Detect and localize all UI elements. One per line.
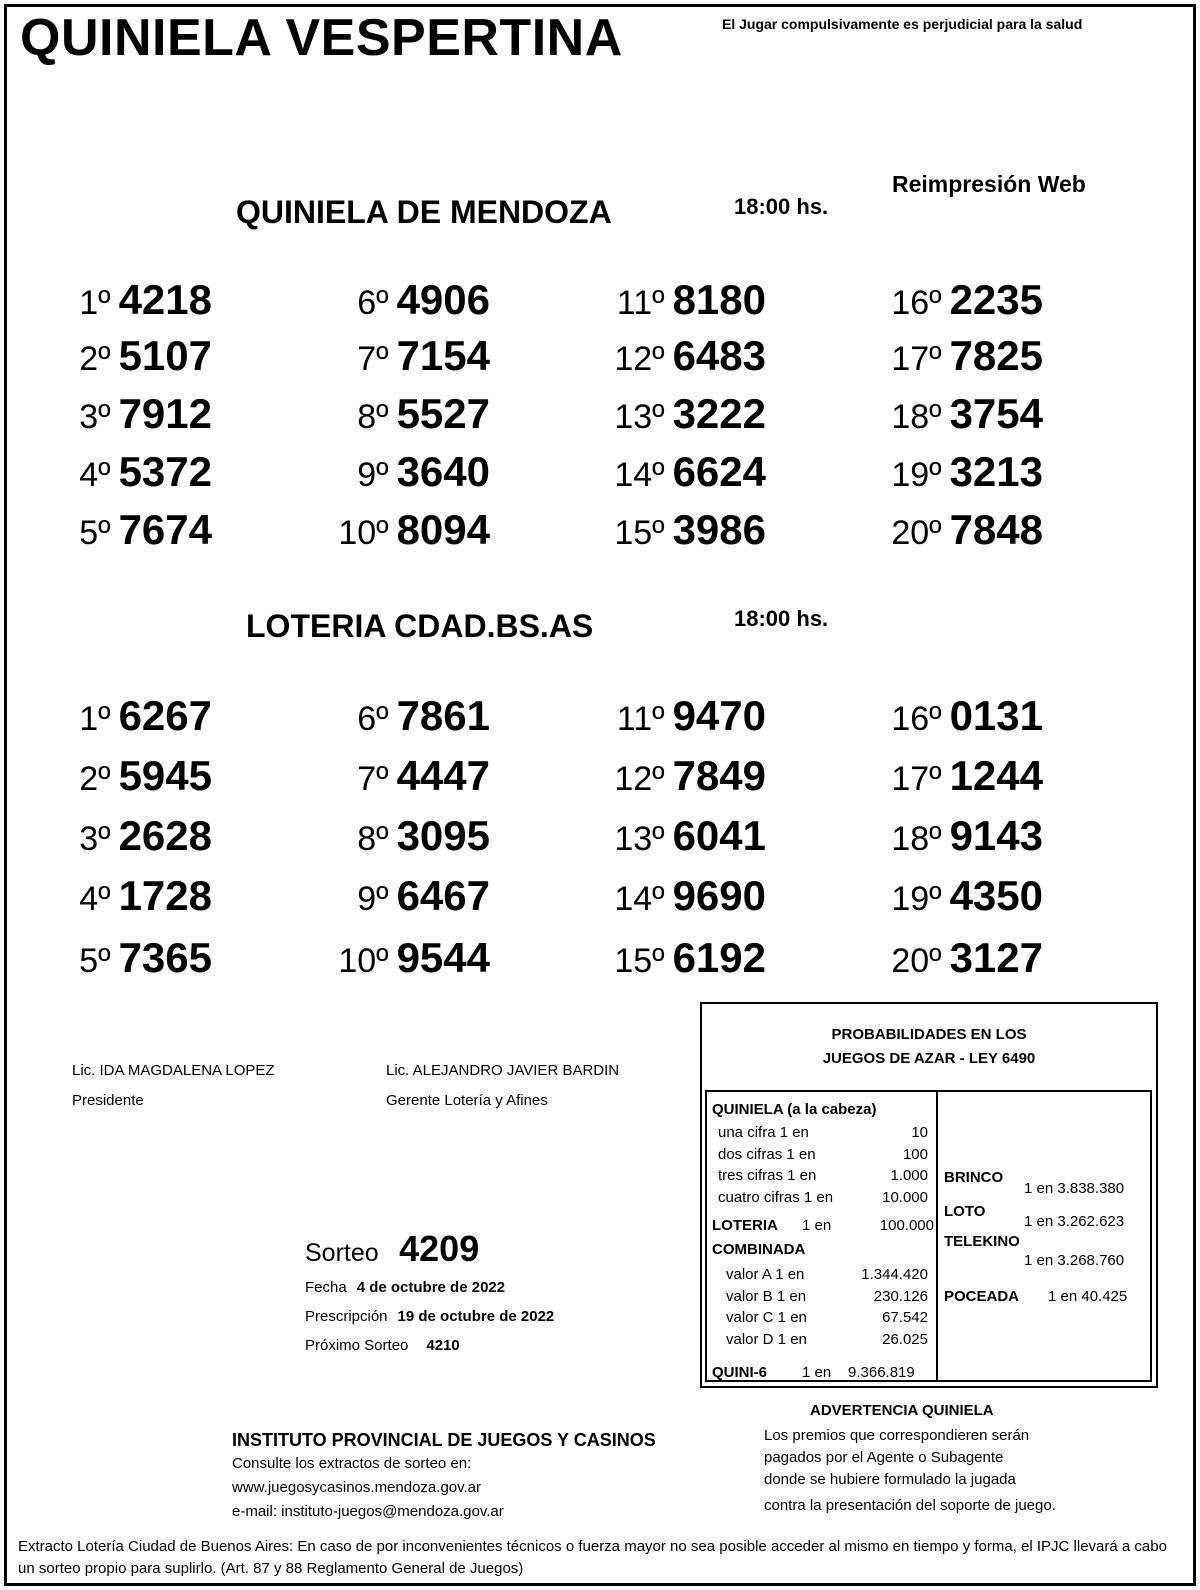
page-title: QUINIELA VESPERTINA — [20, 9, 623, 67]
result-19 — [833, 872, 1043, 920]
prob-row-value: 100 — [902, 1145, 928, 1163]
result-position: 2º — [79, 340, 111, 378]
result-number: 7365 — [118, 934, 212, 981]
result-11 — [556, 692, 766, 740]
result-4 — [2, 872, 212, 920]
result-number: 8180 — [672, 276, 766, 323]
institute-name: INSTITUTO PROVINCIAL DE JUEGOS Y CASINOS — [232, 1430, 656, 1450]
advertencia-line-2: pagados por el Agente o Subagente — [764, 1449, 1004, 1466]
result-18 — [833, 390, 1043, 438]
result-3 — [2, 812, 212, 860]
result-number: 4447 — [396, 752, 490, 799]
result-position: 20º — [891, 942, 942, 980]
advertencia-line-3: donde se hubiere formulado la jugada — [764, 1471, 1016, 1488]
prob-row-label: dos cifras 1 en — [718, 1145, 816, 1163]
mendoza-title: QUINIELA DE MENDOZA — [236, 194, 612, 230]
result-position: 15º — [614, 942, 665, 980]
result-number: 3640 — [396, 448, 490, 495]
result-number: 8094 — [396, 506, 490, 553]
result-position: 9º — [357, 880, 389, 918]
result-position: 14º — [614, 456, 665, 494]
result-number: 1728 — [118, 872, 212, 919]
result-position: 3º — [79, 820, 111, 858]
result-position: 15º — [614, 514, 665, 552]
result-position: 11º — [616, 700, 665, 738]
result-number: 3986 — [672, 506, 766, 553]
prob-poceada-label: POCEADA — [944, 1288, 1020, 1305]
result-position: 20º — [891, 514, 942, 552]
result-position: 13º — [614, 398, 665, 436]
result-14 — [556, 448, 766, 496]
result-number: 6267 — [118, 692, 212, 739]
result-10 — [280, 506, 490, 554]
result-number: 6624 — [672, 448, 766, 495]
result-position: 18º — [891, 398, 942, 436]
result-6 — [280, 276, 490, 324]
result-number: 4350 — [949, 872, 1043, 919]
result-number: 3754 — [949, 390, 1043, 437]
prob-loto-value: 1 en 3.262.623 — [1024, 1213, 1125, 1230]
prob-row-label: valor A 1 en — [726, 1266, 805, 1283]
president-role: Presidente — [72, 1092, 144, 1109]
mendoza-time: 18:00 hs. — [734, 194, 829, 219]
loteria-time: 18:00 hs. — [734, 606, 829, 631]
advertencia-line-4: contra la presentación del soporte de juego. — [764, 1497, 1056, 1514]
prob-row-value: 230.126 — [873, 1287, 928, 1305]
result-2 — [2, 332, 212, 380]
result-number: 2628 — [118, 812, 212, 859]
loteria-title: LOTERIA CDAD.BS.AS — [246, 608, 594, 644]
result-number: 7848 — [949, 506, 1043, 553]
prob-telekino-value: 1 en 3.268.760 — [1024, 1252, 1125, 1269]
result-18 — [833, 812, 1043, 860]
prob-row-label: una cifra 1 en — [718, 1124, 809, 1141]
result-12 — [556, 332, 766, 380]
result-19 — [833, 448, 1043, 496]
result-position: 17º — [891, 340, 942, 378]
result-position: 10º — [338, 514, 389, 552]
prescripcion-value: 19 de octubre de 2022 — [397, 1308, 555, 1325]
result-position: 6º — [357, 700, 389, 738]
prob-row-value: 10 — [911, 1124, 928, 1141]
proximo-row — [305, 1337, 460, 1354]
prob-row-value: 67.542 — [882, 1309, 928, 1326]
prob-quini6-en: 1 en — [802, 1364, 832, 1381]
result-number: 5945 — [118, 752, 212, 799]
prob-row-value: 1.000 — [890, 1167, 928, 1184]
prescripcion-row — [305, 1308, 554, 1325]
result-7 — [280, 752, 490, 800]
result-number: 3222 — [672, 390, 766, 437]
advertencia-line-1: Los premios que correspondieren serán — [764, 1427, 1030, 1444]
prob-row-label: valor C 1 en — [726, 1309, 807, 1326]
result-4 — [2, 448, 212, 496]
result-8 — [280, 812, 490, 860]
result-number: 3127 — [949, 934, 1043, 981]
result-number: 7861 — [396, 692, 490, 739]
result-position: 8º — [357, 398, 389, 436]
prob-row-value: 26.025 — [882, 1330, 928, 1348]
result-position: 11º — [616, 284, 665, 322]
result-2 — [2, 752, 212, 800]
prob-title-1: PROBABILIDADES EN LOS — [831, 1026, 1027, 1043]
result-position: 16º — [891, 284, 942, 322]
prob-combinada-title: COMBINADA — [712, 1241, 806, 1258]
result-number: 5107 — [118, 332, 212, 379]
result-position: 12º — [614, 760, 665, 798]
result-9 — [280, 872, 490, 920]
result-number: 3095 — [396, 812, 490, 859]
institute-email-link[interactable]: e-mail: instituto-juegos@mendoza.gov.ar — [232, 1503, 504, 1520]
result-11 — [556, 276, 766, 324]
result-position: 12º — [614, 340, 665, 378]
sorteo-block — [305, 1228, 479, 1270]
result-number: 7154 — [396, 332, 490, 379]
result-number: 0131 — [949, 692, 1043, 739]
proximo-label: Próximo Sorteo — [305, 1337, 409, 1354]
probabilities-divider — [936, 1092, 938, 1380]
result-number: 3213 — [949, 448, 1043, 495]
gambling-warning: El Jugar compulsivamente es perjudicial para la salud — [722, 16, 1083, 32]
result-number: 9544 — [396, 934, 490, 981]
manager-role: Gerente Lotería y Afines — [386, 1092, 548, 1109]
prob-row-label: valor D 1 en — [726, 1330, 807, 1348]
result-5 — [2, 506, 212, 554]
result-number: 7825 — [949, 332, 1043, 379]
prob-row-label: valor B 1 en — [726, 1287, 807, 1305]
fecha-value: 4 de octubre de 2022 — [356, 1279, 506, 1296]
prob-quini6-label: QUINI-6 — [712, 1364, 768, 1381]
result-8 — [280, 390, 490, 438]
prob-poceada-value: 1 en 40.425 — [1048, 1288, 1128, 1305]
result-position: 19º — [891, 880, 942, 918]
result-number: 1244 — [949, 752, 1043, 799]
result-1 — [2, 276, 212, 324]
result-9 — [280, 448, 490, 496]
result-16 — [833, 276, 1043, 324]
result-number: 6483 — [672, 332, 766, 379]
result-16 — [833, 692, 1043, 740]
result-position: 3º — [79, 398, 111, 436]
president-name: Lic. IDA MAGDALENA LOPEZ — [72, 1062, 275, 1079]
footer-note: Extracto Lotería Ciudad de Buenos Aires: En caso de por inconvenientes técnicos o fuerza mayor no sea posible acceder al mismo en tiempo y forma, el IPJC llevará a cabo un sorteo propio para suplirlo. (Art. 87 y 88 Reglamento General de Juegos) — [18, 1538, 1167, 1577]
result-17 — [833, 332, 1043, 380]
prob-loto-label: LOTO — [944, 1203, 986, 1220]
result-number: 4906 — [396, 276, 490, 323]
result-number: 4218 — [118, 276, 212, 323]
result-position: 9º — [357, 456, 389, 494]
fecha-row — [305, 1279, 505, 1296]
prob-row-label: cuatro cifras 1 en — [718, 1188, 834, 1206]
result-position: 7º — [357, 340, 389, 378]
result-position: 2º — [79, 760, 111, 798]
prob-telekino-label: TELEKINO — [944, 1233, 1020, 1250]
sorteo-number: 4209 — [399, 1228, 480, 1269]
result-number: 9470 — [672, 692, 766, 739]
result-number: 9690 — [672, 872, 766, 919]
result-number: 6041 — [672, 812, 766, 859]
result-position: 6º — [357, 284, 389, 322]
result-10 — [280, 934, 490, 982]
result-position: 4º — [79, 456, 111, 494]
result-17 — [833, 752, 1043, 800]
result-position: 4º — [79, 880, 111, 918]
result-position: 5º — [79, 514, 111, 552]
result-3 — [2, 390, 212, 438]
result-7 — [280, 332, 490, 380]
institute-web-link[interactable]: www.juegosycasinos.mendoza.gov.ar — [232, 1479, 482, 1496]
result-number: 9143 — [949, 812, 1043, 859]
prob-row-value: 10.000 — [882, 1188, 928, 1206]
prob-quiniela-title: QUINIELA (a la cabeza) — [712, 1101, 877, 1118]
prob-brinco-label: BRINCO — [944, 1169, 1004, 1186]
reprint-label: Reimpresión Web — [892, 171, 1086, 197]
prob-row-label: tres cifras 1 en — [718, 1167, 817, 1184]
advertencia-title: ADVERTENCIA QUINIELA — [810, 1402, 994, 1419]
result-position: 18º — [891, 820, 942, 858]
result-position: 13º — [614, 820, 665, 858]
result-position: 1º — [79, 284, 111, 322]
result-position: 7º — [357, 760, 389, 798]
result-position: 1º — [79, 700, 111, 738]
result-15 — [556, 934, 766, 982]
result-number: 5372 — [118, 448, 212, 495]
prob-loteria-label: LOTERIA — [712, 1217, 778, 1234]
result-position: 19º — [891, 456, 942, 494]
result-position: 5º — [79, 942, 111, 980]
result-number: 2235 — [949, 276, 1043, 323]
result-number: 5527 — [396, 390, 490, 437]
sorteo-label: Sorteo — [305, 1239, 379, 1267]
result-number: 7674 — [118, 506, 212, 553]
result-position: 17º — [891, 760, 942, 798]
prob-loteria-value: 100.000 — [879, 1217, 934, 1234]
proximo-value: 4210 — [426, 1337, 460, 1354]
result-20 — [833, 934, 1043, 982]
result-13 — [556, 390, 766, 438]
prob-title-2: JUEGOS DE AZAR - LEY 6490 — [822, 1050, 1036, 1067]
result-13 — [556, 812, 766, 860]
result-position: 16º — [891, 700, 942, 738]
prob-quini6-value: 9.366.819 — [848, 1364, 915, 1381]
result-20 — [833, 506, 1043, 554]
institute-consult: Consulte los extractos de sorteo en: — [232, 1455, 472, 1472]
result-5 — [2, 934, 212, 982]
result-number: 7912 — [118, 390, 212, 437]
result-position: 14º — [614, 880, 665, 918]
result-number: 6192 — [672, 934, 766, 981]
result-1 — [2, 692, 212, 740]
manager-name: Lic. ALEJANDRO JAVIER BARDIN — [386, 1062, 620, 1079]
result-position: 10º — [338, 942, 389, 980]
prob-brinco-value: 1 en 3.838.380 — [1024, 1180, 1125, 1197]
result-position: 8º — [357, 820, 389, 858]
result-15 — [556, 506, 766, 554]
fecha-label: Fecha — [305, 1279, 347, 1296]
prob-loteria-en: 1 en — [802, 1217, 832, 1234]
result-14 — [556, 872, 766, 920]
prescripcion-label: Prescripción — [305, 1308, 388, 1325]
result-12 — [556, 752, 766, 800]
result-6 — [280, 692, 490, 740]
result-number: 7849 — [672, 752, 766, 799]
result-number: 6467 — [396, 872, 490, 919]
prob-row-value: 1.344.420 — [861, 1266, 928, 1283]
